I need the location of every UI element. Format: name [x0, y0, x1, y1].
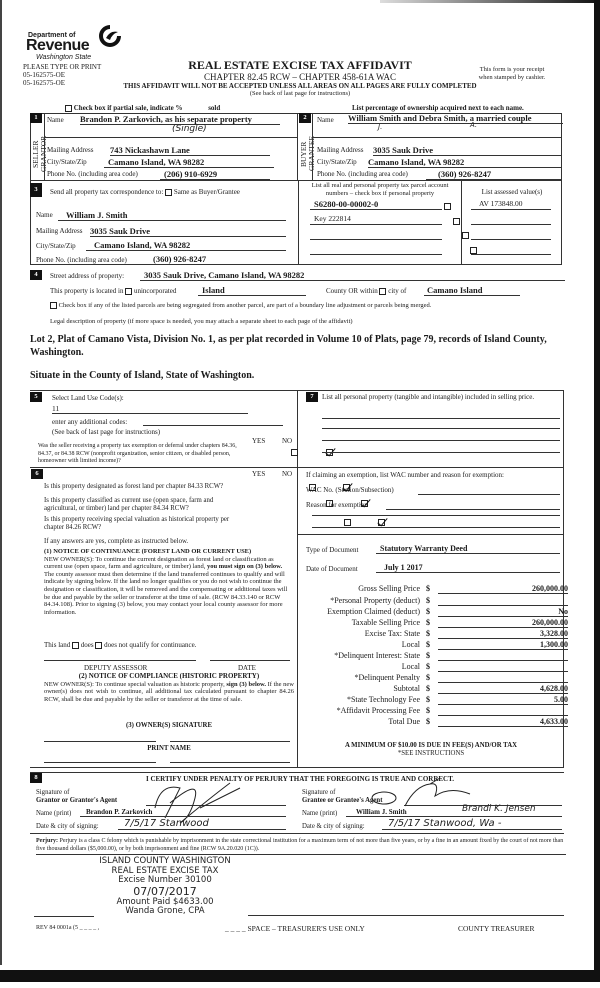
reason-line-3[interactable] [312, 527, 560, 528]
doc-date-label: Date of Document [306, 565, 358, 573]
grantor-signature-label: Signature of Grantor or Grantor's Agent [36, 789, 118, 804]
print-name-line-1[interactable] [44, 762, 156, 763]
qualifies-does-checkbox[interactable] [72, 642, 79, 649]
personal-property-line-4[interactable] [322, 452, 560, 453]
financial-value-field[interactable] [438, 651, 568, 661]
currency-symbol: $ [426, 618, 430, 627]
partial-sale-checkbox[interactable] [65, 105, 72, 112]
forest-question: Is this property designated as forest land per chapter 84.33 RCW? [44, 483, 224, 490]
street-label: Street address of property: [50, 272, 125, 280]
corr-city-label: City/State/Zip [36, 242, 76, 250]
financial-value-field[interactable] [438, 706, 568, 716]
form-subtitle: CHAPTER 82.45 RCW – CHAPTER 458-61A WAC [204, 72, 396, 82]
parcel-number-1[interactable]: S6280-00-00002-0 [310, 199, 442, 210]
segregated-row: Check box if any of the listed parcels are being segregated from another parcel, are part of a boundary line adjustment or parcels being merged. [50, 302, 431, 309]
corr-name-label: Name [36, 211, 53, 219]
financial-value-field[interactable]: 260,000.00 [438, 618, 568, 628]
financial-label: *Delinquent Penalty [354, 673, 420, 682]
county-field[interactable]: Island [198, 285, 306, 296]
form-title: REAL ESTATE EXCISE TAX AFFIDAVIT [188, 58, 412, 72]
financial-value-field[interactable]: 3,328.00 [438, 629, 568, 639]
currency-symbol: $ [426, 706, 430, 715]
grantor-date-city-field[interactable]: 7/5/17 Stanwood [118, 818, 286, 830]
scan-edge-bottom [0, 970, 600, 988]
located-row: This property is located in unincorporated [50, 287, 177, 295]
financial-row [300, 596, 596, 607]
assessed-header: List assessed value(s) [481, 188, 543, 196]
partial-sale-row: Check box if partial sale, indicate % sold [65, 104, 220, 112]
section-2-number: 2 [299, 113, 311, 123]
legal-description: Lot 2, Plat of Camano Vista, Division No. 1, as per plat recorded in Volume 10 of Plats, page 79, records of Island County, Washington. [30, 334, 547, 358]
financial-value-field[interactable]: 260,000.00 [438, 584, 568, 594]
section-3-number: 3 [30, 183, 42, 197]
completion-warning: THIS AFFIDAVIT WILL NOT BE ACCEPTED UNLESS ALL AREAS ON ALL PAGES ARE FULLY COMPLETED [123, 82, 477, 90]
currency-symbol: $ [426, 673, 430, 682]
historic-no-checkbox[interactable] [378, 519, 385, 526]
financial-value-field[interactable] [438, 673, 568, 683]
financial-value-field[interactable]: No [438, 607, 568, 617]
owner-signature-label: (3) OWNER(S) SIGNATURE [126, 722, 212, 729]
grantee-date-city-label: Date & city of signing: [302, 823, 365, 830]
logo-state: Washington State [36, 54, 92, 61]
corr-mailing-label: Mailing Address [36, 227, 83, 235]
no-header-6: NO [282, 470, 293, 478]
financial-value-field[interactable] [438, 662, 568, 672]
currency-symbol: $ [426, 629, 430, 638]
print-name-label: PRINT NAME [147, 745, 191, 752]
parcel-number-2[interactable]: Key 222814 [310, 214, 442, 225]
same-as-buyer-checkbox[interactable] [165, 189, 172, 196]
grantee-agent-handwritten: Brandi K. Jensen [462, 804, 536, 814]
buyer-mailing-label: Mailing Address [317, 146, 364, 154]
parcel-header: List all real and personal property tax parcel account numbers – check box if personal property [311, 182, 449, 197]
doc-type-field[interactable]: Statutory Warranty Deed [376, 544, 560, 554]
corr-name-field[interactable]: William J. Smith [58, 210, 286, 221]
financial-value-field[interactable] [438, 596, 568, 606]
doc-type-label: Type of Document [306, 546, 359, 554]
send-correspondence-row: Send all property tax correspondence to: Same as Buyer/Grantee [50, 188, 240, 196]
ref-number-1: 05-162575-OE [23, 71, 65, 79]
financial-label: Subtotal [393, 684, 420, 693]
logo-department: Department of [28, 32, 76, 39]
financial-value-field[interactable]: 4,633.00 [438, 717, 568, 727]
historic-yes-checkbox[interactable] [344, 519, 351, 526]
buyer-name-label: Name [317, 116, 334, 124]
financial-value-field[interactable]: 1,300.00 [438, 640, 568, 650]
financial-label: Local [401, 662, 420, 671]
rev-code: REV 84 0001a (5 _ _ _ _ , [36, 925, 100, 931]
additional-codes-label: enter any additional codes: [52, 418, 128, 426]
financial-row [300, 662, 596, 673]
city-field[interactable]: Camano Island [424, 285, 520, 296]
doc-date-field[interactable]: July 1 2017 [376, 563, 560, 573]
assessed-value-4[interactable] [471, 244, 551, 255]
personal-property-line-1[interactable] [322, 418, 560, 419]
buyer-name-field[interactable]: William Smith and Debra Smith, a married couple [348, 113, 563, 124]
city-checkbox[interactable] [379, 288, 386, 295]
ref-number-2: 05-162575-OE [23, 79, 65, 87]
seller-name-label: Name [47, 116, 64, 124]
please-type: PLEASE TYPE OR PRINT [23, 63, 102, 71]
buyer-city-field[interactable]: Camano Island, WA 98282 [368, 157, 561, 168]
continuance-row: This land does does not qualify for continuance. [44, 641, 197, 649]
financial-row [300, 706, 596, 717]
land-use-code-field[interactable]: 11 [52, 404, 248, 414]
reason-line-2[interactable] [312, 515, 560, 516]
treasurer-stamp: ISLAND COUNTY WASHINGTON REAL ESTATE EXCISE TAX Excise Number 30100 07/07/2017 Amount Paid $4633.00 Wanda Grone, CPA [99, 856, 231, 916]
street-address-field[interactable]: 3035 Sauk Drive, Camano Island, WA 98282 [140, 270, 565, 281]
legal-situate: Situate in the County of Island, State of Washington. [30, 370, 255, 381]
section-8-number: 8 [30, 773, 42, 783]
yes-header-5: YES [252, 437, 266, 445]
financial-row [300, 673, 596, 684]
financial-label: Excise Tax: State [364, 629, 420, 638]
assessed-value-2[interactable] [471, 214, 551, 225]
scan-edge-left [0, 0, 2, 965]
parcel-3-personal-checkbox[interactable] [462, 232, 469, 239]
no-header-5: NO [282, 437, 293, 445]
minimum-note: A MINIMUM OF $10.00 IS DUE IN FEE(S) AND/OR TAX [344, 742, 518, 749]
financial-row [300, 629, 596, 640]
exemption-question: Was the seller receiving a property tax exemption or deferral under chapters 84.36, 84.37, or 84.38 RCW (nonprofit organization, senior citizen, or disabled person, homeowner with limited income)? [38, 443, 237, 464]
county-or-city-row: County OR within city of [326, 287, 407, 295]
dor-swoosh-logo-icon [98, 24, 122, 48]
currency-symbol: $ [426, 596, 430, 605]
grantee-signature-label: Signature of Grantee or Grantee's Agent [302, 789, 383, 804]
if-yes-note: If any answers are yes, complete as instructed below. [44, 538, 189, 545]
currency-symbol: $ [426, 695, 430, 704]
parcel-2-personal-checkbox[interactable] [453, 218, 460, 225]
corr-phone-label: Phone No. (including area code) [36, 256, 127, 264]
grantee-name-label: Name (print) [302, 810, 338, 817]
currency-symbol: $ [426, 651, 430, 660]
seller-phone-field[interactable]: (206) 910-6929 [160, 169, 270, 180]
segregated-checkbox[interactable] [50, 302, 57, 309]
corr-mailing-field[interactable]: 3035 Sauk Drive [90, 226, 286, 237]
logo-revenue: Revenue [26, 37, 90, 54]
parcel-1-personal-checkbox[interactable] [444, 203, 451, 210]
assessed-value-1[interactable]: AV 173848.00 [471, 199, 551, 210]
personal-property-label: List all personal property (tangible and intangible) included in selling price. [322, 393, 535, 401]
financial-row [300, 584, 596, 595]
section-5-number: 5 [30, 392, 42, 402]
exemption-claim-label: If claiming an exemption, list WAC number and reason for exemption: [306, 471, 504, 479]
financial-row [300, 684, 596, 695]
assessed-value-3[interactable] [471, 229, 551, 240]
receipt-note: This form is your receipt when stamped by cashier. [478, 66, 546, 81]
reason-label: Reason for exemption [306, 501, 368, 509]
financial-value-field[interactable]: 4,628.00 [438, 684, 568, 694]
qualifies-does-not-checkbox[interactable] [95, 642, 102, 649]
financial-label: *Delinquent Interest: State [334, 651, 420, 660]
see-back-note: (See back of last page for instructions) [52, 428, 161, 436]
financial-row [300, 651, 596, 662]
wac-label: WAC No. (Section/Subsection) [306, 486, 394, 494]
deputy-assessor-label: DEPUTY ASSESSOR [84, 664, 148, 672]
deputy-assessor-sig-line[interactable] [44, 660, 196, 661]
date-label: DATE [238, 664, 256, 672]
parcel-number-4[interactable] [310, 244, 442, 255]
notice-compliance: (2) NOTICE OF COMPLIANCE (HISTORIC PROPERTY) NEW OWNER(S): To continue special valuation as historic property, sign (3) below. If the new owner(s) does not wish to continue, all additional tax calculated pursuant to chapter 84.26 RCW, shall be due and payable by the seller or transferor at the time of sale. [44, 672, 294, 703]
financial-row [300, 717, 596, 728]
owner-signature-line-2[interactable] [170, 741, 290, 742]
seller-grantor-label: SELLER [31, 140, 40, 168]
additional-codes-field[interactable] [143, 418, 283, 426]
section-6-number: 6 [31, 469, 43, 479]
currency-symbol: $ [426, 584, 430, 593]
scan-edge-right [594, 0, 600, 970]
financial-label: *State Technology Fee [346, 695, 420, 704]
see-instructions-note: *SEE INSTRUCTIONS [397, 750, 465, 757]
legal-desc-label: Legal description of property (if more space is needed, you may attach a separate sheet to each page of the affidavit) [50, 318, 353, 325]
financial-label: Taxable Selling Price [351, 618, 420, 627]
seller-city-field[interactable]: Camano Island, WA 98282 [104, 157, 274, 168]
financial-label: Local [401, 640, 420, 649]
assessor-date-line[interactable] [210, 660, 290, 661]
financial-row [300, 607, 596, 618]
buyer-grantee-label: BUYER [299, 141, 308, 167]
buyer-phone-field[interactable]: (360) 926-8247 [426, 169, 561, 180]
financial-row [300, 640, 596, 651]
corr-phone-field[interactable]: (360) 926-8247 [147, 254, 286, 265]
financial-label: Total Due [388, 717, 420, 726]
buyer-initial-2: A. [470, 121, 478, 129]
footer-rule-left [34, 916, 94, 917]
financial-value-field[interactable]: 5.00 [438, 695, 568, 705]
financial-label: Exemption Claimed (deduct) [327, 607, 420, 616]
print-name-line-2[interactable] [170, 762, 290, 763]
instructions-note: (See back of last page for instructions) [249, 90, 351, 97]
grantor-name-field[interactable]: Brandon P. Zarkovich [80, 808, 286, 817]
wac-field[interactable] [418, 486, 560, 495]
grantee-name-field[interactable]: William J. Smith [346, 808, 562, 817]
buyer-phone-label: Phone No. (including area code) [317, 170, 408, 178]
financial-label: *Personal Property (deduct) [330, 596, 420, 605]
financial-label: *Affidavit Processing Fee [336, 706, 420, 715]
parcel-number-3[interactable] [310, 229, 442, 240]
currency-symbol: $ [426, 662, 430, 671]
certify-statement: I CERTIFY UNDER PENALTY OF PERJURY THAT THE FOREGOING IS TRUE AND CORRECT. [145, 775, 454, 783]
seller-mailing-field[interactable]: 743 Nickashawn Lane [110, 145, 270, 156]
currency-symbol: $ [426, 607, 430, 616]
perjury-notice: Perjury: Perjury is a class C felony which is punishable by imprisonment in the state correctional institution for a maximum term of not more than five years, or by a fine in an amount fixed by the court of not more than five thousand dollars ($5,000.00), or by both imprisonment and fine (RCW 9A.20.020 (1C)). [36, 838, 566, 855]
notice-continuance: (1) NOTICE OF CONTINUANCE (FOREST LAND OR CURRENT USE) NEW OWNER(S): To continue the current designation as forest land or classification as current use (open space, farm and agriculture, or timber) land, you must sign on (3) below. The county assessor must then determine if the land transferred continues to qualify and will indicate by signing below. If the land no longer qualifies or you do not wish to continue the designation or classification, it will be removed and the compensating or additional taxes will be due and payable by the seller or transferor at the time of sale. (RCW 84.33.140 or RCW 84.34.108). Prior to signing (3) below, you may contact your local county assessor for more information. [44, 548, 288, 616]
current-use-question: Is this property classified as current use (open space, farm and agricultural, or timber) land per chapter 84.34 RCW? [44, 497, 214, 512]
grantee-date-city-field[interactable]: 7/5/17 Stanwood, Wa - [382, 818, 562, 830]
reason-field[interactable] [386, 501, 560, 510]
personal-property-line-2[interactable] [322, 428, 560, 429]
seller-name-field[interactable]: Brandon P. Zarkovich, as his separate property [80, 114, 280, 125]
land-use-label: Select Land Use Code(s): [52, 394, 124, 402]
section-7-number: 7 [306, 392, 318, 402]
financial-row [300, 618, 596, 629]
currency-symbol: $ [426, 684, 430, 693]
county-treasurer-label: COUNTY TREASURER [458, 924, 535, 933]
section-4-number: 4 [30, 270, 42, 280]
buyer-mailing-field[interactable]: 3035 Sauk Drive [373, 145, 561, 156]
financial-row [300, 695, 596, 706]
buyer-initial-1: J. [378, 123, 383, 131]
buyer-city-label: City/State/Zip [317, 158, 357, 166]
personal-property-line-3[interactable] [322, 440, 560, 441]
currency-symbol: $ [426, 640, 430, 649]
seller-mailing-label: Mailing Address [47, 146, 94, 154]
seller-phone-label: Phone No. (including area code) [47, 170, 138, 178]
treasurer-space: _ _ _ _ SPACE – TREASURER'S USE ONLY [225, 924, 365, 933]
yes-header-6: YES [252, 470, 266, 478]
financial-label: Gross Selling Price [358, 584, 420, 593]
seller-handwritten-single: (Single) [172, 124, 207, 134]
footer-rule-right [248, 915, 564, 916]
scan-edge-top [380, 0, 600, 3]
seller-city-label: City/State/Zip [47, 158, 87, 166]
exemption-yes-checkbox[interactable] [291, 449, 298, 456]
historic-question: Is this property receiving special valuation as historical property per chapter 84.26 RCW? [44, 516, 230, 531]
owner-signature-line-1[interactable] [44, 741, 156, 742]
grantor-date-city-label: Date & city of signing: [36, 823, 99, 830]
ownership-note: List percentage of ownership acquired next to each name. [352, 104, 524, 112]
corr-city-field[interactable]: Camano Island, WA 98282 [86, 240, 286, 251]
grantor-name-label: Name (print) [36, 810, 72, 817]
section-1-number: 1 [30, 113, 42, 123]
unincorporated-checkbox[interactable] [125, 288, 132, 295]
currency-symbol: $ [426, 717, 430, 726]
